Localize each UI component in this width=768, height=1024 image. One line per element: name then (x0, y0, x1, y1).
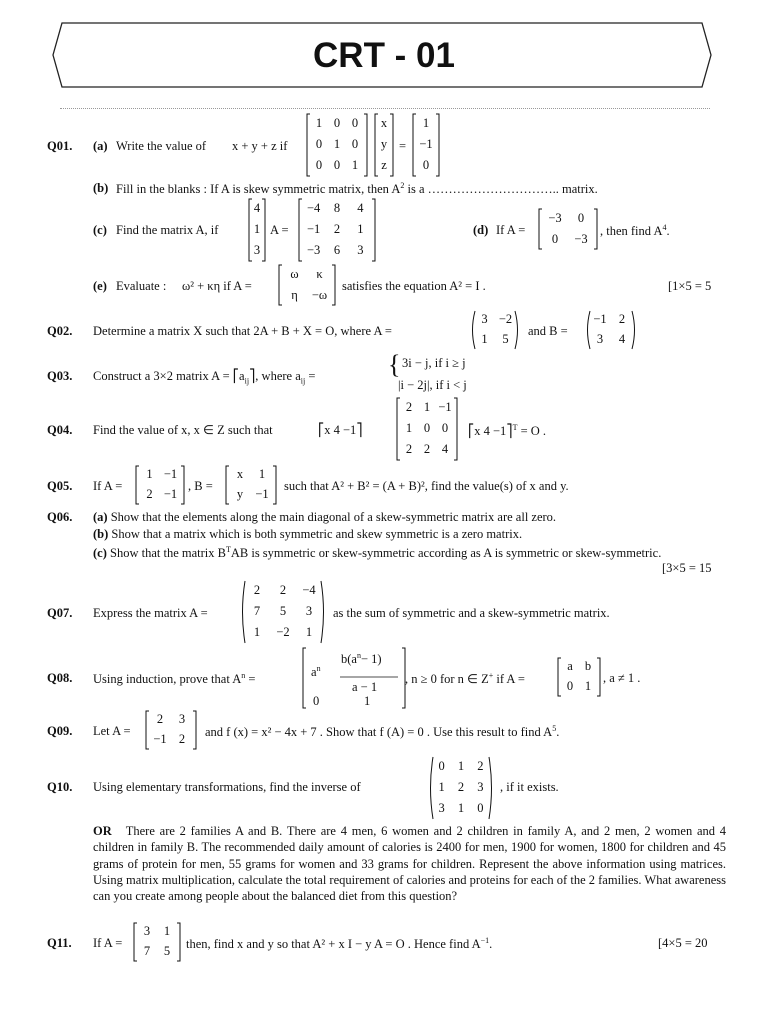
matrix-entry: 2 (146, 487, 153, 501)
matrix-entry: x (236, 467, 244, 481)
matrix-entry: 1 (163, 924, 171, 938)
matrix-entry: 2 (178, 732, 186, 746)
matrix-entry: y (236, 487, 244, 501)
matrix-entry: 2 (333, 222, 341, 236)
matrix-entry: z (381, 158, 387, 173)
matrix-entry: −3 (574, 231, 588, 246)
q03-case-1: 3i − j, if i ≥ j (402, 356, 466, 370)
matrix-entry: b (584, 659, 592, 673)
q01a-label: (a) (93, 139, 108, 153)
matrix-entry: 0 (423, 421, 431, 435)
q11-marks: [4×5 = 20 (658, 936, 708, 950)
q01d-label: (d) (473, 223, 489, 237)
matrix-entry: −1 (593, 312, 607, 326)
q01-number: Q01. (47, 139, 73, 153)
q08-text: Using induction, prove that $A^n$ = (93, 671, 256, 687)
matrix-entry: 1 (457, 801, 465, 816)
q06c: (c) Show that the matrix $B^TAB$ is symmetric or skew-symmetric according as A is symmetric or skew-symmetric. (93, 545, 662, 561)
matrix-entry: −3 (307, 243, 321, 258)
matrix-entry: 0 (333, 158, 341, 173)
q11-tail: then, find x and y so that A² + x I − y A = O . Hence find $A^{-1}$. (186, 936, 493, 952)
matrix-entry: −ω (311, 287, 328, 302)
q08-tail: , n ≥ 0 for n ∈ Z+ if A = (405, 671, 525, 687)
q03-case-2: |i − 2j|, if i < j (398, 378, 467, 392)
q06b: (b) Show that a matrix which is both symmetric and skew symmetric is a zero matrix. (93, 527, 523, 541)
q05-comma: , B = (188, 479, 213, 493)
q01d-text: If A = (496, 223, 526, 237)
matrix-entry: 2 (279, 582, 287, 597)
q01c-matrix-2 (298, 198, 376, 262)
matrix-entry: 4 (253, 200, 261, 215)
matrix-entry: 0 (315, 158, 323, 173)
q04-number: Q04. (47, 423, 73, 437)
matrix-entry: 6 (333, 243, 341, 258)
matrix-entry: 2 (618, 312, 626, 326)
matrix-entry: −1 (255, 487, 269, 501)
q01b-label: (b) (93, 181, 109, 195)
matrix-entry: 3 (357, 243, 364, 258)
q05-matrix-B (225, 465, 277, 505)
matrix-entry: 7 (253, 604, 261, 618)
q08-number: Q08. (47, 671, 73, 685)
separator (60, 108, 710, 109)
matrix-entry: 2 (156, 712, 164, 726)
q09-number: Q09. (47, 724, 73, 738)
q01c-matrix-1 (248, 198, 266, 262)
q10-number: Q10. (47, 780, 73, 794)
q01c-label: (c) (93, 223, 107, 237)
page-title: CRT - 01 (313, 36, 455, 75)
q08-m-numerator: $b(a^n- 1)$ (341, 651, 382, 667)
matrix-entry: 1 (481, 332, 488, 346)
q03-number: Q03. (47, 369, 73, 383)
matrix-entry: η (291, 287, 298, 302)
q10-text: Using elementary transformations, find the inverse of (93, 780, 361, 794)
matrix-entry: 0 (566, 679, 574, 693)
q01e-expr: ω² + κη if A = (182, 279, 252, 293)
matrix-entry: −3 (548, 210, 562, 225)
q01d-tail: , then find $A^4$. (600, 223, 670, 239)
q04-matrix (396, 397, 458, 461)
matrix-entry: 0 (551, 231, 559, 246)
matrix-entry: 2 (405, 399, 413, 414)
q01a-matrix-3 (412, 113, 440, 177)
matrix-entry: −1 (163, 487, 178, 501)
matrix-entry: 4 (618, 332, 626, 346)
q07-text: Express the matrix A = (93, 606, 208, 620)
q01e-tail: satisfies the equation A² = I . (342, 279, 486, 293)
matrix-entry: 5 (163, 944, 171, 958)
q02-matrix-B (585, 310, 637, 350)
matrix-entry: 0 (577, 210, 585, 225)
matrix-entry: 1 (584, 679, 592, 693)
matrix-entry: 0 (315, 137, 323, 151)
matrix-entry: 0 (438, 758, 445, 773)
q09-matrix (145, 710, 197, 750)
q03-brace: { (388, 350, 401, 379)
matrix-entry: 2 (477, 758, 484, 773)
q08-m-a: $a^n$ (311, 664, 321, 680)
q05-number: Q05. (47, 479, 73, 493)
matrix-entry: 3 (477, 780, 484, 794)
matrix-entry: 2 (253, 582, 261, 597)
matrix-entry: 3 (481, 312, 488, 326)
matrix-entry: 0 (351, 115, 359, 130)
matrix-entry: 3 (143, 924, 151, 938)
q08-end: , a ≠ 1 . (603, 671, 641, 685)
q09-tail: and f (x) = x² − 4x + 7 . Show that f (A) = 0 . Use this result to find $A^5$. (205, 724, 560, 740)
matrix-entry: y (380, 137, 388, 151)
q01e-text: Evaluate : (116, 279, 167, 293)
q04-text: Find the value of x, x ∈ Z such that (93, 423, 273, 437)
matrix-entry: 4 (357, 200, 364, 215)
q01a-expr: x + y + z if (232, 139, 288, 153)
matrix-entry: x (380, 115, 388, 130)
matrix-entry: −1 (438, 399, 452, 414)
matrix-entry: 0 (441, 421, 449, 435)
matrix-entry: 3 (438, 801, 445, 816)
matrix-entry: 1 (423, 399, 431, 414)
q01a-matrix-2 (374, 113, 394, 177)
matrix-entry: ω (290, 266, 299, 281)
q09-text: Let A = (93, 724, 131, 738)
q01-marks: [1×5 = 5 (668, 279, 712, 293)
matrix-entry: 0 (351, 137, 359, 151)
matrix-entry: κ (316, 266, 323, 281)
q06-number: Q06. (47, 510, 73, 524)
matrix-entry: 5 (502, 332, 509, 346)
matrix-entry: −4 (307, 200, 321, 215)
q03-text: Construct a 3×2 matrix $A = ⎡a_{ij}⎤$, where $a_{ij}$ = (93, 369, 316, 386)
matrix-entry: 1 (146, 467, 153, 481)
matrix-entry: 1 (405, 421, 413, 435)
q01e-matrix (278, 264, 336, 306)
matrix-entry: 7 (143, 944, 151, 958)
matrix-entry: 2 (405, 442, 413, 457)
q01a-matrix-1 (306, 113, 368, 177)
matrix-entry: 1 (253, 625, 261, 640)
matrix-entry: −1 (163, 467, 178, 481)
matrix-entry: −2 (498, 312, 513, 326)
q04-row-vector-T: ⎡x 4 −1⎤$^T$ = O . (468, 423, 547, 439)
q10-matrix (428, 756, 494, 820)
q02-number: Q02. (47, 324, 73, 338)
matrix-entry: 1 (351, 158, 359, 173)
matrix-entry: 1 (438, 780, 445, 794)
matrix-entry: 4 (441, 442, 449, 457)
matrix-entry: 3 (305, 604, 313, 618)
q11-matrix (133, 922, 181, 962)
matrix-entry: 1 (315, 115, 323, 130)
matrix-entry: 1 (457, 758, 465, 773)
q02-matrix-A (470, 310, 520, 350)
matrix-entry: 1 (333, 137, 341, 151)
q01e-label: (e) (93, 279, 107, 293)
q01d-matrix (538, 208, 598, 250)
q05-matrix-A (135, 465, 185, 505)
matrix-entry: −1 (153, 732, 167, 746)
q07-matrix (240, 580, 326, 644)
matrix-entry: 0 (422, 158, 430, 173)
q02-text: Determine a matrix X such that 2A + B + X = O, where A = (93, 324, 392, 338)
q11-number: Q11. (47, 936, 72, 950)
matrix-entry: 0 (333, 115, 341, 130)
matrix-entry: 2 (457, 780, 465, 794)
matrix-entry: 1 (253, 222, 261, 236)
q05-tail: such that A² + B² = (A + B)², find the value(s) of x and y. (284, 479, 569, 493)
matrix-entry: a (567, 659, 573, 673)
q08-m-zero: 0 (313, 694, 320, 708)
matrix-entry: 3 (253, 243, 261, 258)
matrix-entry: 1 (422, 115, 430, 130)
matrix-entry: 2 (423, 442, 431, 457)
q01a-text: Write the value of (116, 139, 207, 153)
matrix-entry: −2 (276, 625, 290, 640)
q06-marks: [3×5 = 15 (662, 561, 712, 575)
matrix-entry: 1 (258, 467, 266, 481)
q04-row-vector: ⎡x 4 −1⎤ (318, 423, 363, 437)
matrix-entry: 0 (477, 801, 484, 816)
q10-or-paragraph: OR There are 2 families A and B. There are 4 men, 6 women and 2 children in family A, and 2 men, 2 women and 4 children in family B. The recommended daily amount of calories is 2400 for men, 1900 for women, 1800 for children and 45 grams of protein for men, 55 grams for women and 33 grams for children. Represent the above information using matrices. Using matrix multiplication, calculate the total requirement of calories and proteins for each of the 2 families. What awareness can you create among people about the balanced diet from this question? (93, 824, 726, 904)
q07-tail: as the sum of symmetric and a skew-symmetric matrix. (333, 606, 610, 620)
matrix-entry: 1 (357, 222, 364, 236)
matrix-entry: 3 (596, 332, 604, 346)
q01b-text: Fill in the blanks : If A is skew symmetric matrix, then $A^2$ is a ………………………….. matrix. (116, 181, 598, 197)
matrix-entry: 5 (279, 604, 287, 618)
q08-matrix-A (557, 657, 601, 697)
q11-text: If A = (93, 936, 123, 950)
matrix-entry: −4 (302, 582, 316, 597)
q08-m-denominator: a − 1 (352, 680, 378, 694)
q01c-text: Find the matrix A, if (116, 223, 219, 237)
matrix-entry: −1 (307, 222, 321, 236)
q08-m-one: 1 (364, 694, 371, 708)
q10-tail: , if it exists. (500, 780, 559, 794)
q02-and: and B = (528, 324, 568, 338)
q01a-equals: = (399, 139, 407, 153)
matrix-entry: −1 (419, 137, 433, 151)
q06a: (a) Show that the elements along the main diagonal of a skew-symmetric matrix are all zero. (93, 510, 557, 524)
matrix-entry: 8 (333, 200, 341, 215)
matrix-entry: 1 (305, 625, 313, 640)
q01c-mid: A = (270, 223, 289, 237)
matrix-entry: 3 (178, 712, 186, 726)
q05-text: If A = (93, 479, 123, 493)
q07-number: Q07. (47, 606, 73, 620)
